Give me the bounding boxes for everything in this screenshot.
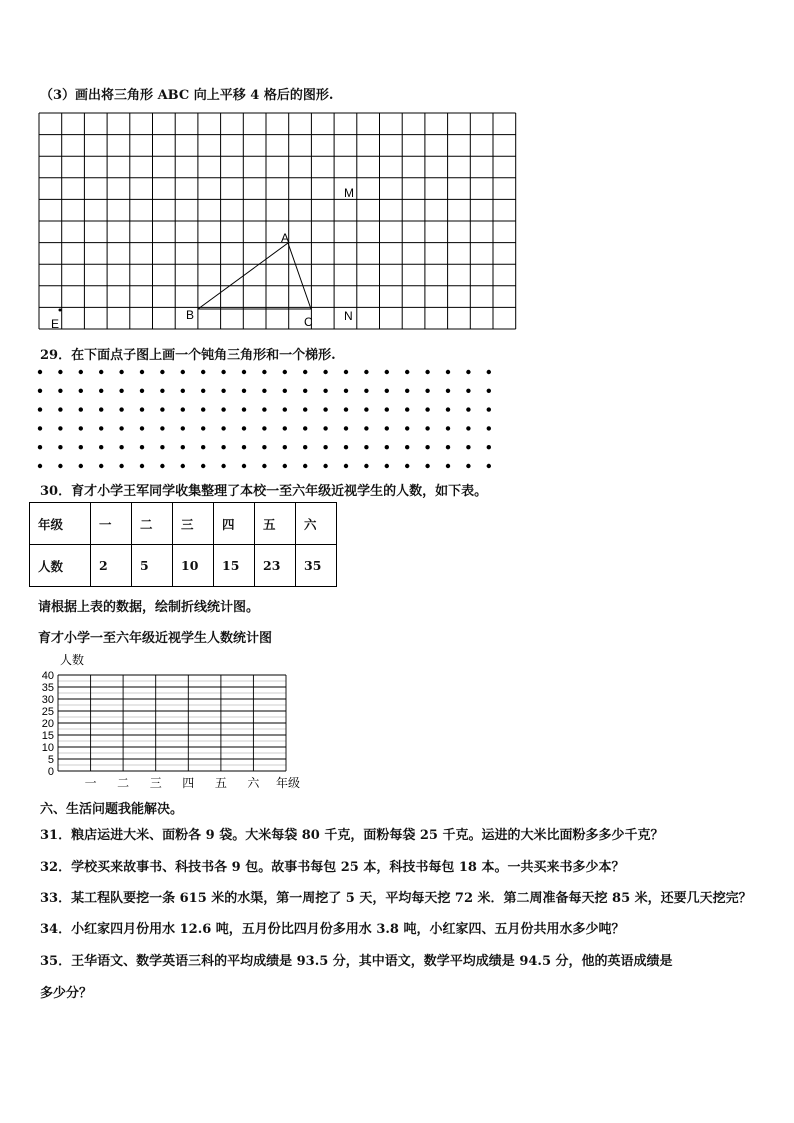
dot (38, 389, 42, 393)
dot (181, 426, 185, 430)
dot (283, 370, 287, 374)
dot (160, 389, 164, 393)
point-e-dot (59, 309, 62, 312)
dot (262, 370, 266, 374)
dot (181, 464, 185, 468)
y-tick-label: 10 (41, 742, 54, 754)
dot (446, 445, 450, 449)
dot (405, 426, 409, 430)
dot (385, 445, 389, 449)
dot (405, 370, 409, 374)
table-cell: 35 (296, 545, 337, 587)
dot (283, 445, 287, 449)
table-cell: 5 (132, 545, 173, 587)
dot (487, 464, 491, 468)
dot (385, 407, 389, 411)
table-cell: 人数 (30, 545, 91, 587)
dot (283, 426, 287, 430)
q31-text: 31．粮店运进大米、面粉各 9 袋。大米每袋 80 千克，面粉每袋 25 千克。运进的大米比面粉多多少千克？ (40, 828, 664, 843)
dot (79, 464, 83, 468)
dot (38, 407, 42, 411)
dot (160, 445, 164, 449)
section6-title: 六、生活问题我能解决。 (40, 802, 184, 817)
label-c: C (304, 315, 313, 329)
dot (262, 464, 266, 468)
dot (385, 389, 389, 393)
dot (119, 370, 123, 374)
dot (58, 370, 62, 374)
y-tick-label: 5 (47, 754, 54, 766)
y-tick-label: 0 (47, 766, 54, 778)
dot (181, 445, 185, 449)
dot (323, 389, 327, 393)
table-cell: 2 (91, 545, 132, 587)
dot (283, 407, 287, 411)
dot (160, 426, 164, 430)
dot (79, 426, 83, 430)
dot (344, 464, 348, 468)
table-row (30, 545, 337, 587)
dot (160, 370, 164, 374)
dot (201, 407, 205, 411)
dot (221, 445, 225, 449)
dot (262, 407, 266, 411)
dot (58, 426, 62, 430)
dot (344, 407, 348, 411)
dot (38, 464, 42, 468)
table-cell: 15 (214, 545, 255, 587)
dot (58, 389, 62, 393)
dot (58, 464, 62, 468)
chart-ylabel: 人数 (60, 653, 85, 667)
table-cell: 二 (132, 503, 173, 545)
translation-grid[interactable] (38, 112, 520, 332)
dot (466, 426, 470, 430)
dot (303, 407, 307, 411)
table-cell: 年级 (30, 503, 91, 545)
dot (242, 464, 246, 468)
table-cell: 三 (173, 503, 214, 545)
table-cell: 10 (173, 545, 214, 587)
dot (323, 426, 327, 430)
q30-instruction: 请根据上表的数据，绘制折线统计图。 (38, 600, 260, 615)
dot (201, 370, 205, 374)
q33-text: 33．某工程队要挖一条 615 米的水渠，第一周挖了 5 天，平均每天挖 72 米．第二周准备每天挖 85 米，还要几天挖完？ (40, 891, 752, 906)
dot (344, 389, 348, 393)
x-tick-label: 一 (84, 776, 97, 790)
dot (38, 445, 42, 449)
dot (79, 370, 83, 374)
dot (99, 370, 103, 374)
q28-part3-text: （3）画出将三角形 ABC 向上平移 4 格后的图形. (40, 88, 334, 103)
x-tick-label: 三 (149, 776, 162, 790)
dot (181, 407, 185, 411)
dot (425, 445, 429, 449)
label-n: N (344, 309, 353, 323)
table-cell: 四 (214, 503, 255, 545)
triangle-side-ac (288, 243, 311, 309)
label-e: E (51, 317, 60, 331)
dot (99, 426, 103, 430)
dot (323, 445, 327, 449)
dot (221, 370, 225, 374)
dot (364, 370, 368, 374)
dot (201, 389, 205, 393)
dot-grid[interactable] (30, 365, 500, 475)
y-tick-label: 35 (41, 682, 54, 694)
y-tick-label: 30 (41, 694, 54, 706)
dot (466, 445, 470, 449)
dot (446, 389, 450, 393)
dot (425, 407, 429, 411)
dot (364, 389, 368, 393)
dot (323, 407, 327, 411)
dot (119, 389, 123, 393)
q30-text: 30．育才小学王军同学收集整理了本校一至六年级近视学生的人数，如下表。 (40, 484, 488, 499)
dot (487, 407, 491, 411)
myopia-table (29, 502, 337, 587)
dot (425, 370, 429, 374)
dot (425, 464, 429, 468)
dot (38, 370, 42, 374)
dot (221, 426, 225, 430)
dot (466, 389, 470, 393)
dot (466, 464, 470, 468)
label-a: A (281, 231, 290, 245)
x-tick-label: 五 (214, 776, 227, 790)
dot (119, 407, 123, 411)
dot (242, 370, 246, 374)
dot (323, 370, 327, 374)
table-cell: 一 (91, 503, 132, 545)
table-row (30, 503, 337, 545)
chart-xlabel: 年级 (276, 776, 301, 790)
line-chart[interactable] (30, 648, 320, 796)
dot (405, 389, 409, 393)
dot (79, 407, 83, 411)
q29-text: 29．在下面点子图上画一个钝角三角形和一个梯形. (40, 348, 336, 363)
y-tick-label: 15 (41, 730, 54, 742)
dot (385, 370, 389, 374)
dot (405, 464, 409, 468)
dot (303, 426, 307, 430)
dot (262, 389, 266, 393)
dot (283, 389, 287, 393)
dot (58, 445, 62, 449)
dot (201, 464, 205, 468)
dot (119, 464, 123, 468)
q35-text-line2: 多少分？ (40, 986, 93, 1001)
dot (364, 464, 368, 468)
x-tick-label: 二 (117, 776, 130, 790)
dot (201, 445, 205, 449)
dot (466, 407, 470, 411)
dot (446, 426, 450, 430)
dot (487, 389, 491, 393)
dot (181, 389, 185, 393)
chart-title: 育才小学一至六年级近视学生人数统计图 (38, 631, 273, 646)
dot (119, 426, 123, 430)
dot (446, 370, 450, 374)
dot (221, 464, 225, 468)
y-tick-label: 20 (41, 718, 54, 730)
dot (446, 407, 450, 411)
dot (140, 370, 144, 374)
dot (160, 464, 164, 468)
dot (221, 407, 225, 411)
dot (364, 426, 368, 430)
x-tick-label: 四 (182, 776, 195, 790)
dot (119, 445, 123, 449)
dot (446, 464, 450, 468)
dot (99, 389, 103, 393)
dot (262, 426, 266, 430)
dot (38, 426, 42, 430)
dot (242, 389, 246, 393)
dot (221, 389, 225, 393)
dot (487, 445, 491, 449)
dot (140, 464, 144, 468)
y-tick-label: 25 (41, 706, 54, 718)
dot (466, 370, 470, 374)
dot (242, 445, 246, 449)
q32-text: 32．学校买来故事书、科技书各 9 包。故事书每包 25 本，科技书每包 18 本。一共买来书多少本？ (40, 860, 625, 875)
dot (344, 370, 348, 374)
dot (425, 389, 429, 393)
dot (140, 407, 144, 411)
dot (79, 389, 83, 393)
table-cell: 六 (296, 503, 337, 545)
dot (303, 445, 307, 449)
dot (140, 426, 144, 430)
dot (303, 370, 307, 374)
dot (140, 445, 144, 449)
label-m: M (344, 186, 354, 200)
dot (242, 407, 246, 411)
dot (344, 445, 348, 449)
y-tick-label: 40 (41, 670, 54, 682)
dot (181, 370, 185, 374)
table-cell: 五 (255, 503, 296, 545)
dot (262, 445, 266, 449)
dot (364, 407, 368, 411)
dot (425, 426, 429, 430)
dot (201, 426, 205, 430)
label-b: B (186, 308, 195, 322)
table-cell: 23 (255, 545, 296, 587)
dot (79, 445, 83, 449)
dot (405, 407, 409, 411)
dot (344, 426, 348, 430)
dot (303, 389, 307, 393)
dot (283, 464, 287, 468)
dot (303, 464, 307, 468)
dot (58, 407, 62, 411)
dot (487, 370, 491, 374)
q35-text-line1: 35．王华语文、数学英语三科的平均成绩是 93.5 分，其中语文，数学平均成绩是 94.5 分，他的英语成绩是 (40, 954, 673, 969)
dot (323, 464, 327, 468)
q34-text: 34．小红家四月份用水 12.6 吨，五月份比四月份多用水 3.8 吨，小红家四、五月份共用水多少吨？ (40, 922, 625, 937)
dot (160, 407, 164, 411)
dot (140, 389, 144, 393)
x-tick-label: 六 (247, 776, 260, 790)
dot (385, 426, 389, 430)
dot (405, 445, 409, 449)
dot (242, 426, 246, 430)
dot (364, 445, 368, 449)
dot (99, 407, 103, 411)
dot (99, 445, 103, 449)
dot (487, 426, 491, 430)
dot (99, 464, 103, 468)
dot (385, 464, 389, 468)
